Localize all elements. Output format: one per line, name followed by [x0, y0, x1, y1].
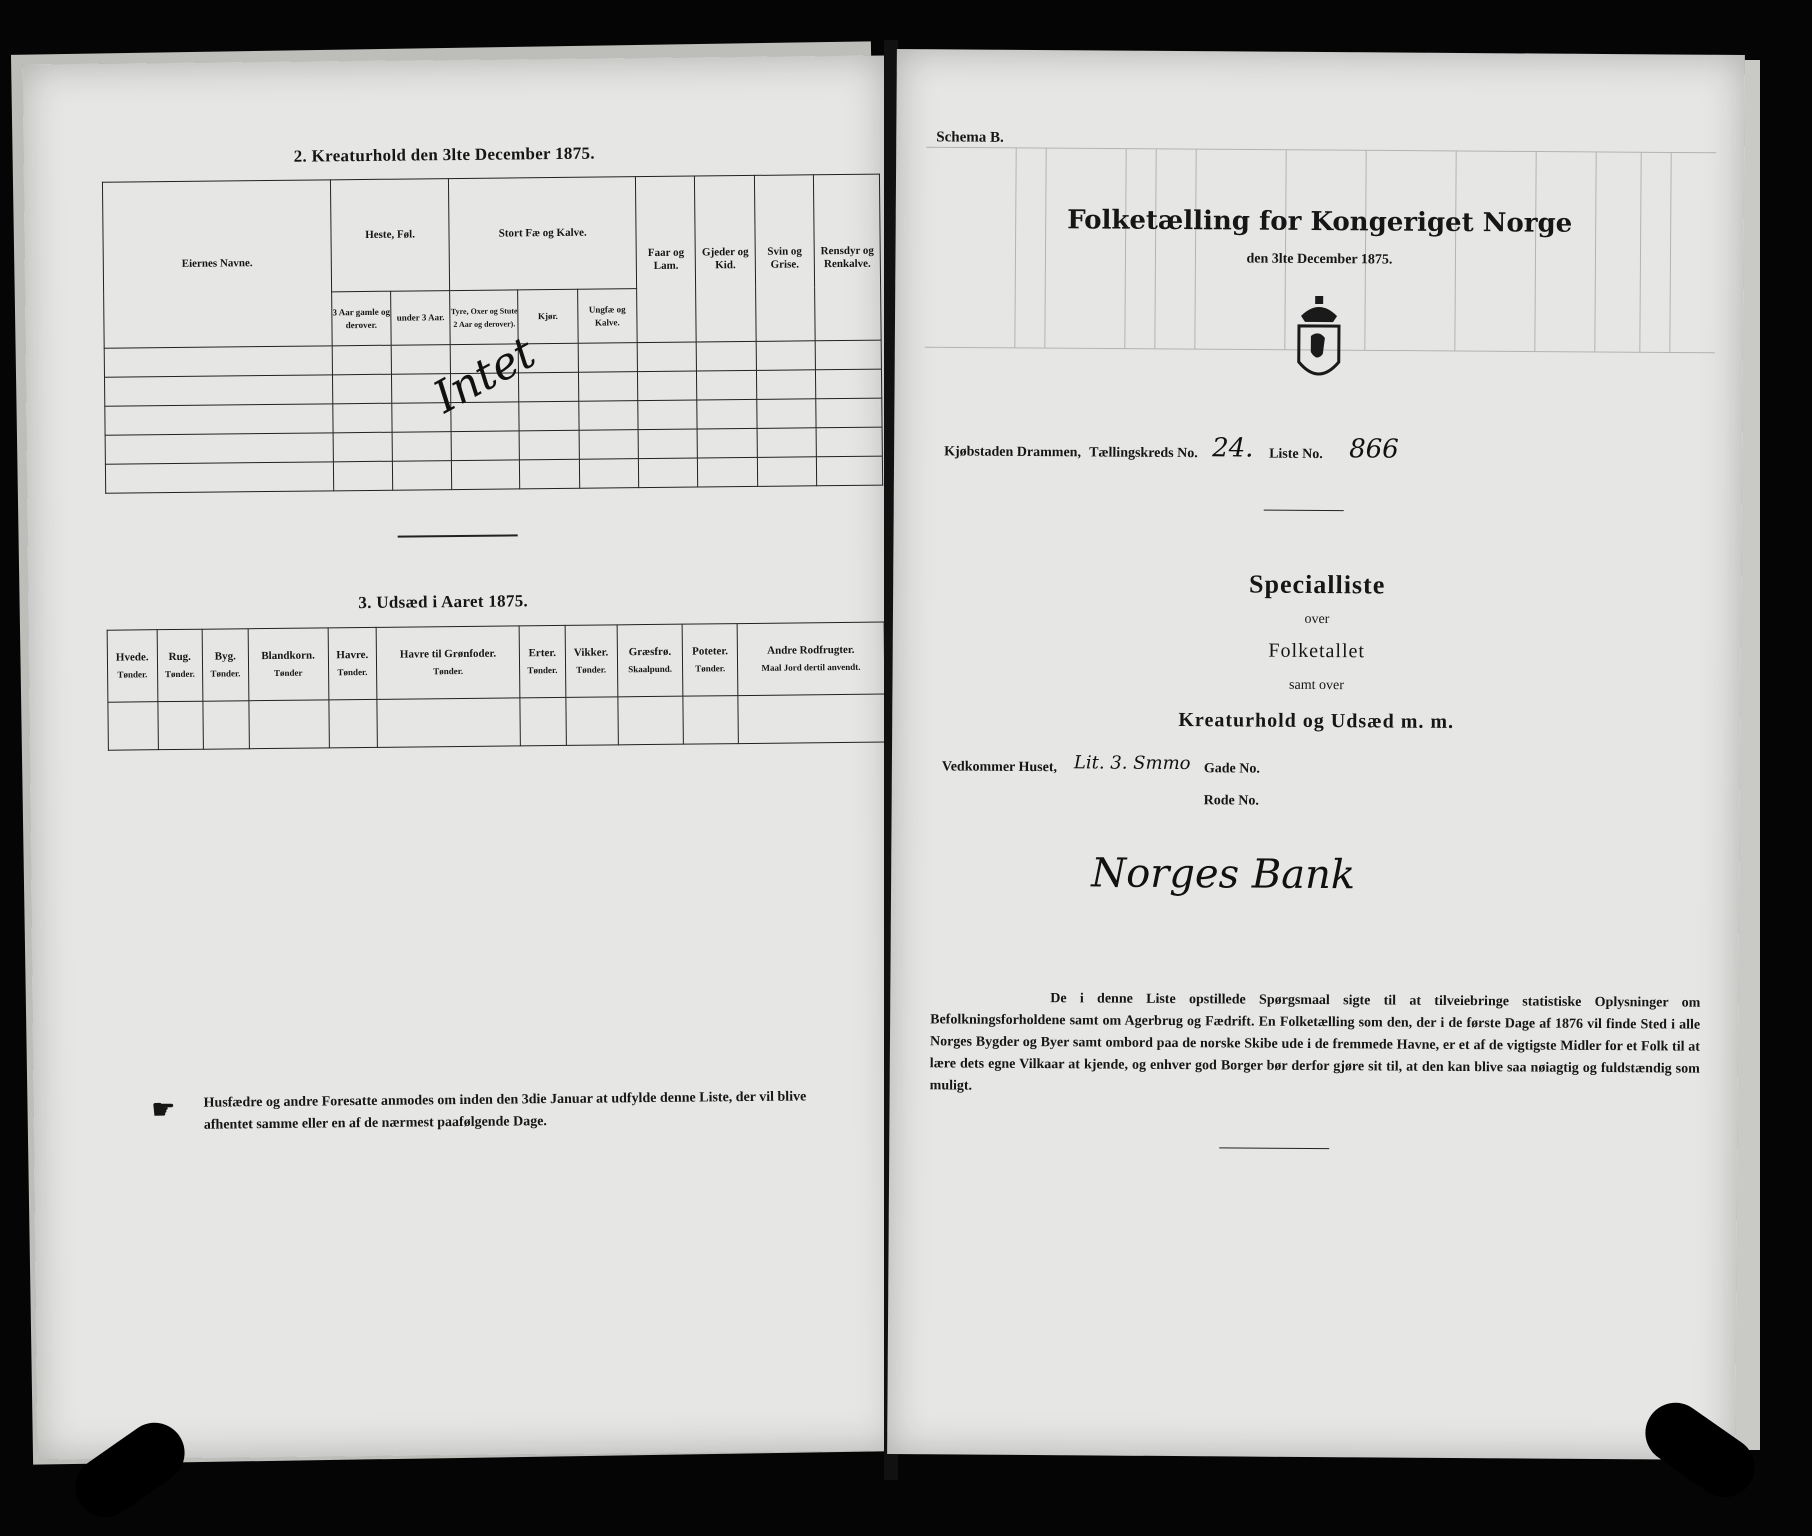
sowing-cell — [738, 694, 886, 744]
sowing-cell — [329, 699, 378, 748]
sowing-col-name: Græsfrø. — [628, 645, 672, 658]
sowing-col-name: Rug. — [168, 650, 191, 663]
sowing-col-unit: Tønder — [273, 667, 303, 678]
sowing-col-unit: Tønder. — [337, 666, 368, 677]
sowing-col-name: Byg. — [214, 649, 236, 663]
sowing-cell — [683, 696, 738, 745]
liste-number: 866 — [1349, 434, 1399, 465]
notice-hand-icon: ☛ — [151, 1095, 176, 1125]
sowing-col-2 — [202, 629, 248, 701]
samt-over-label: samt over — [1289, 677, 1344, 694]
livestock-table — [102, 174, 883, 494]
sowing-col-1 — [157, 629, 203, 701]
col-svin: Svin og Grise. — [754, 175, 815, 342]
sowing-col-unit: Tønder. — [433, 665, 464, 676]
col-faar: Faar og Lam. — [635, 176, 696, 343]
specialliste-title: Specialliste — [1248, 569, 1386, 600]
sowing-col-4 — [328, 627, 377, 700]
sowing-col-3 — [248, 628, 329, 701]
sowing-cell — [157, 701, 203, 749]
kreaturhold-label: Kreaturhold og Udsæd m. m. — [1178, 709, 1455, 733]
sowing-col-unit: Skaalpund. — [628, 663, 673, 674]
handwritten-intet: Intet — [425, 327, 544, 424]
norway-coat-of-arms-icon — [1289, 292, 1350, 388]
sowing-col-name: Poteter. — [692, 644, 729, 658]
sowing-table — [107, 622, 886, 751]
sowing-col-5 — [376, 626, 520, 699]
rode-label: Rode No. — [1203, 793, 1259, 809]
col-heste: Heste, Føl. — [330, 179, 450, 292]
left-page — [23, 56, 900, 1460]
sowing-cell — [565, 697, 617, 746]
sowing-col-7 — [565, 625, 618, 698]
kreds-number: 24. — [1212, 433, 1254, 464]
kreds-label: Tællingskreds No. — [1089, 445, 1198, 462]
notice-text: Husfædre og andre Foresatte anmodes om inden den 3die Januar at udfylde denne Liste, der vil blive afhentet samme eller en af de nærmest paafølgende Dage. — [203, 1089, 807, 1133]
sowing-col-name: Vikker. — [573, 645, 609, 659]
sowing-col-unit: Maal Jord dertil anvendt. — [761, 661, 861, 673]
folketallet-label: Folketallet — [1268, 639, 1366, 663]
divider — [1219, 1147, 1329, 1149]
vedkommer-label: Vedkommer Huset, — [941, 759, 1058, 776]
sowing-cell — [377, 698, 521, 747]
col-gjeder: Gjeder og Kid. — [695, 175, 756, 342]
gade-label: Gade No. — [1203, 761, 1260, 777]
sowing-col-unit: Tønder. — [164, 668, 195, 679]
col-stort-a: Tyre, Oxer og Stute 2 Aar og derover). — [450, 290, 519, 345]
schema-label: Schema B. — [936, 129, 1004, 146]
section2-heading: 2. Kreaturhold den 3lte December 1875. — [293, 143, 595, 166]
kjobstad-label: Kjøbstaden Drammen, — [944, 444, 1082, 461]
census-title: Folketælling for Kongeriget Norge — [1067, 205, 1573, 239]
sowing-col-name: Andre Rodfrugter. — [767, 643, 855, 657]
census-date: den 3lte December 1875. — [1246, 251, 1393, 268]
sowing-col-10 — [737, 622, 885, 696]
sowing-col-unit: Tønder. — [527, 664, 558, 675]
col-stort: Stort Fæ og Kalve. — [449, 177, 637, 291]
sowing-col-name: Hvede. — [115, 650, 149, 664]
sowing-col-name: Havre til Grønfoder. — [399, 647, 497, 661]
col-rensdyr: Rensdyr og Renkalve. — [814, 174, 882, 341]
info-paragraph: De i denne Liste opstillede Spørgsmaal sigte til at tilveiebringe statistiske Oplysninger om Befolkningsforholdene samt om Agerbrug og Fædrift. En Folketælling som den, der i de første Dage af 1876 vil finde Sted i alle Norges Bygder og Byer samt ombord paa de norske Skibe ude i de fremmede Havne, er et af de vigtigste Midler for et Folk til at lære dets egne Vilkaar at kjende, og enhver god Borger bør derfor gjøre sit til, at den kan blive saa nøiagtig og fuldstændig som muligt. — [929, 991, 1701, 1094]
sowing-col-name: Blandkorn. — [261, 649, 315, 662]
liste-label: Liste No. — [1269, 446, 1323, 463]
divider — [398, 534, 518, 537]
sowing-col-unit: Tønder. — [695, 662, 726, 674]
col-heste-a: 3 Aar gamle og derover. — [331, 291, 391, 346]
sowing-col-9 — [683, 624, 738, 697]
over-label: over — [1304, 611, 1330, 628]
sowing-col-0 — [107, 630, 157, 703]
col-stort-c: Ungfæ og Kalve. — [577, 289, 637, 344]
huset-handwritten: Lit. 3. Smmo — [1073, 752, 1191, 775]
signature-norges-bank: Norges Bank — [1091, 850, 1356, 899]
sowing-col-8 — [617, 624, 684, 697]
col-owner: Eiernes Navne. — [102, 180, 331, 348]
sowing-cell — [108, 702, 158, 751]
sowing-col-name: Erter. — [528, 646, 557, 659]
section3-heading: 3. Udsæd i Aaret 1875. — [358, 591, 529, 613]
sowing-cell — [617, 696, 683, 745]
col-heste-b: under 3 Aar. — [391, 291, 451, 346]
col-stort-b: Kjør. — [518, 289, 578, 344]
sowing-cell — [248, 700, 329, 749]
sowing-col-name: Havre. — [336, 648, 369, 661]
sowing-col-unit: Tønder. — [117, 668, 148, 680]
sowing-cell — [203, 701, 249, 749]
sowing-col-6 — [519, 625, 565, 697]
sowing-col-unit: Tønder. — [210, 667, 241, 679]
sowing-cell — [520, 697, 566, 745]
right-page — [887, 49, 1745, 1460]
sowing-col-unit: Tønder. — [576, 663, 607, 675]
divider — [1264, 510, 1344, 512]
